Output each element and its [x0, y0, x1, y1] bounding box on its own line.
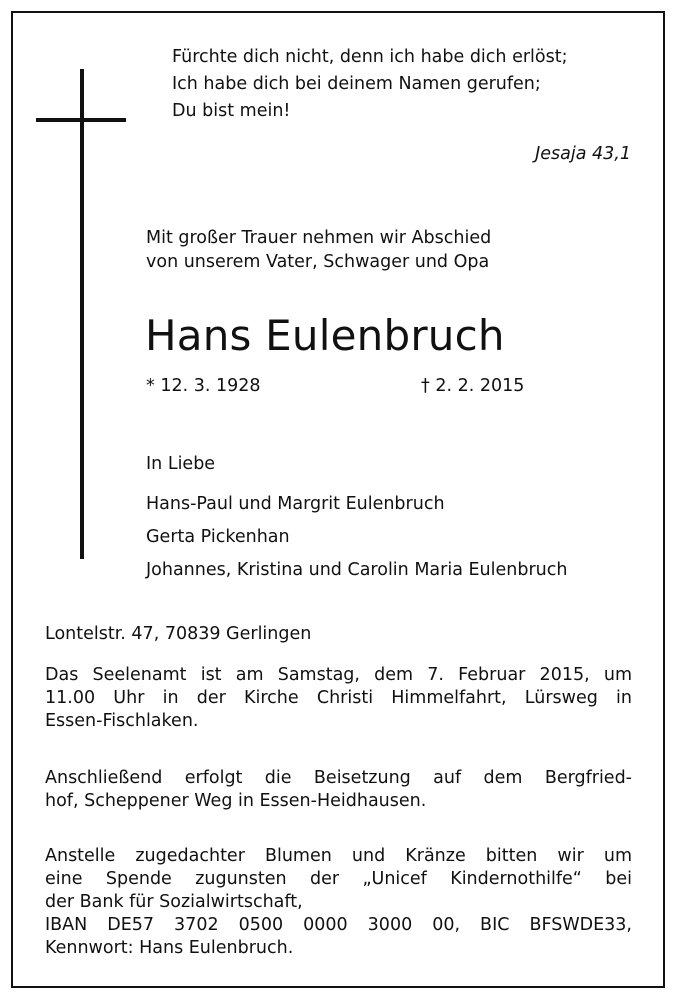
mourner-name: Gerta Pickenhan: [146, 527, 290, 547]
mourners-list: [146, 488, 567, 587]
mourner-name: Hans-Paul und Margrit Eulenbruch: [146, 494, 445, 514]
paragraph-line: Anstelle zugedachter Blumen und Kränze bitten wir um: [45, 846, 632, 866]
bible-verse: [172, 44, 567, 125]
paragraph-line: 11.00 Uhr in der Kirche Christi Himmelfahrt, Lürsweg in: [45, 688, 632, 708]
intro-line: von unserem Vater, Schwager und Opa: [146, 252, 490, 272]
intro-text: [146, 226, 491, 274]
paragraph-line: Anschließend erfolgt die Beisetzung auf dem Bergfried-: [45, 768, 632, 788]
mourner-name: Johannes, Kristina und Carolin Maria Eulenbruch: [146, 560, 568, 580]
deceased-name: Hans Eulenbruch: [145, 311, 505, 360]
birth-date: * 12. 3. 1928: [146, 376, 261, 396]
death-date: † 2. 2. 2015: [421, 376, 525, 396]
paragraph-line: IBAN DE57 3702 0500 0000 3000 00, BIC BFSWDE33,: [45, 915, 632, 935]
burial-paragraph: [45, 767, 632, 813]
verse-line: Fürchte dich nicht, denn ich habe dich erlöst;: [172, 47, 568, 67]
mourners-heading: In Liebe: [146, 454, 216, 474]
donation-paragraph: [45, 845, 632, 960]
intro-line: Mit großer Trauer nehmen wir Abschied: [146, 228, 492, 248]
verse-reference: Jesaja 43,1: [535, 144, 631, 164]
cross-icon: [80, 69, 84, 559]
paragraph-line: Kennwort: Hans Eulenbruch.: [45, 938, 294, 958]
paragraph-line: der Bank für Sozialwirtschaft,: [45, 892, 303, 912]
service-paragraph: [45, 664, 632, 733]
verse-line: Du bist mein!: [172, 101, 291, 121]
paragraph-line: Das Seelenamt ist am Samstag, dem 7. Februar 2015, um: [45, 665, 632, 685]
verse-line: Ich habe dich bei deinem Namen gerufen;: [172, 74, 541, 94]
paragraph-line: Essen-Fischlaken.: [45, 711, 199, 731]
paragraph-line: hof, Scheppener Weg in Essen-Heidhausen.: [45, 791, 427, 811]
cross-icon-bar: [36, 118, 126, 122]
paragraph-line: eine Spende zugunsten der „Unicef Kindernothilfe“ bei: [45, 869, 632, 889]
address: Lontelstr. 47, 70839 Gerlingen: [45, 624, 312, 644]
